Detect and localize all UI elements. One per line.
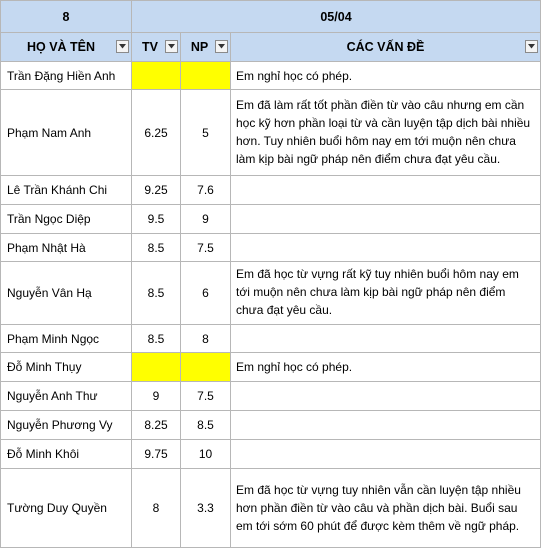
issues-cell[interactable]: [231, 205, 541, 234]
student-name-cell[interactable]: Phạm Nhật Hà: [0, 234, 132, 262]
np-score-cell[interactable]: [181, 62, 231, 90]
issues-cell[interactable]: Em đã học từ vựng rất kỹ tuy nhiên buổi hôm nay em tới muộn nên chưa làm kịp bài ngữ pháp nên điểm chưa đạt yêu cầu.: [231, 262, 541, 325]
np-score-cell[interactable]: 6: [181, 262, 231, 325]
tv-score-cell[interactable]: 9.25: [132, 176, 181, 205]
tv-score-cell[interactable]: 9: [132, 382, 181, 411]
issues-cell[interactable]: [231, 440, 541, 469]
student-name-cell[interactable]: Nguyễn Anh Thư: [0, 382, 132, 411]
table-row: [0, 90, 545, 176]
header-row-columns: [0, 33, 545, 62]
table-row: [0, 62, 545, 90]
tv-score-cell[interactable]: 8.5: [132, 262, 181, 325]
np-score-cell[interactable]: 7.5: [181, 234, 231, 262]
table-row: [0, 262, 545, 325]
table-row: [0, 440, 545, 469]
column-header-name-label: HỌ VÀ TÊN: [26, 40, 96, 54]
filter-dropdown-icon[interactable]: [165, 40, 178, 53]
student-name-cell[interactable]: Đỗ Minh Khôi: [0, 440, 132, 469]
np-score-cell[interactable]: 5: [181, 90, 231, 176]
student-name-cell[interactable]: Phạm Nam Anh: [0, 90, 132, 176]
class-label-cell[interactable]: 8: [0, 0, 132, 33]
np-score-cell[interactable]: [181, 353, 231, 382]
student-name-cell[interactable]: Tường Duy Quyền: [0, 469, 132, 548]
table-row: [0, 469, 545, 548]
student-name-cell[interactable]: Lê Trần Khánh Chi: [0, 176, 132, 205]
tv-score-cell[interactable]: 8.5: [132, 234, 181, 262]
filter-dropdown-icon[interactable]: [215, 40, 228, 53]
np-score-cell[interactable]: 7.5: [181, 382, 231, 411]
column-header-tv[interactable]: [132, 33, 181, 62]
table-row: [0, 176, 545, 205]
student-name-cell[interactable]: Phạm Minh Ngọc: [0, 325, 132, 353]
issues-cell[interactable]: [231, 382, 541, 411]
table-row: [0, 411, 545, 440]
student-name-cell[interactable]: Trần Ngọc Diệp: [0, 205, 132, 234]
np-score-cell[interactable]: 9: [181, 205, 231, 234]
tv-score-cell[interactable]: 9.5: [132, 205, 181, 234]
column-header-np[interactable]: [181, 33, 231, 62]
tv-score-cell[interactable]: 9.75: [132, 440, 181, 469]
header-row-top: [0, 0, 545, 33]
filter-dropdown-icon[interactable]: [116, 40, 129, 53]
student-name-cell[interactable]: Đỗ Minh Thụy: [0, 353, 132, 382]
column-header-issues-label: CÁC VẤN ĐỀ: [346, 40, 425, 54]
filter-dropdown-icon[interactable]: [525, 40, 538, 53]
table-row: [0, 234, 545, 262]
table-row: [0, 205, 545, 234]
column-header-issues[interactable]: [231, 33, 541, 62]
tv-score-cell[interactable]: 6.25: [132, 90, 181, 176]
student-name-cell[interactable]: Nguyễn Vân Hạ: [0, 262, 132, 325]
issues-cell[interactable]: Em đã học từ vựng tuy nhiên vẫn cần luyện tập nhiều hơn phần điền từ vào câu và phần dịch bài. Buổi sau em tới sớm 60 phút để được kèm thêm về ngữ pháp.: [231, 469, 541, 548]
issues-cell[interactable]: [231, 176, 541, 205]
np-score-cell[interactable]: 8.5: [181, 411, 231, 440]
np-score-cell[interactable]: 7.6: [181, 176, 231, 205]
issues-cell[interactable]: [231, 325, 541, 353]
issues-cell[interactable]: Em nghỉ học có phép.: [231, 353, 541, 382]
column-header-tv-label: TV: [142, 40, 158, 54]
tv-score-cell[interactable]: [132, 62, 181, 90]
np-score-cell[interactable]: 10: [181, 440, 231, 469]
tv-score-cell[interactable]: 8.25: [132, 411, 181, 440]
column-header-np-label: NP: [190, 40, 209, 54]
column-header-name[interactable]: [0, 33, 132, 62]
table-row: [0, 353, 545, 382]
tv-score-cell[interactable]: [132, 353, 181, 382]
issues-cell[interactable]: Em đã làm rất tốt phần điền từ vào câu nhưng em cần học kỹ hơn phần loại từ và cần luyện tập dịch bài nhiều hơn. Tuy nhiên buổi hôm nay em tới muộn nên chưa làm kịp bài ngữ pháp nên điểm chưa đạt yêu cầu.: [231, 90, 541, 176]
tv-score-cell[interactable]: 8.5: [132, 325, 181, 353]
table-row: [0, 382, 545, 411]
date-header-cell[interactable]: 05/04: [132, 0, 541, 33]
np-score-cell[interactable]: 3.3: [181, 469, 231, 548]
issues-cell[interactable]: Em nghỉ học có phép.: [231, 62, 541, 90]
table-row: [0, 325, 545, 353]
student-name-cell[interactable]: Nguyễn Phương Vy: [0, 411, 132, 440]
issues-cell[interactable]: [231, 411, 541, 440]
issues-cell[interactable]: [231, 234, 541, 262]
student-name-cell[interactable]: Trần Đặng Hiền Anh: [0, 62, 132, 90]
np-score-cell[interactable]: 8: [181, 325, 231, 353]
tv-score-cell[interactable]: 8: [132, 469, 181, 548]
